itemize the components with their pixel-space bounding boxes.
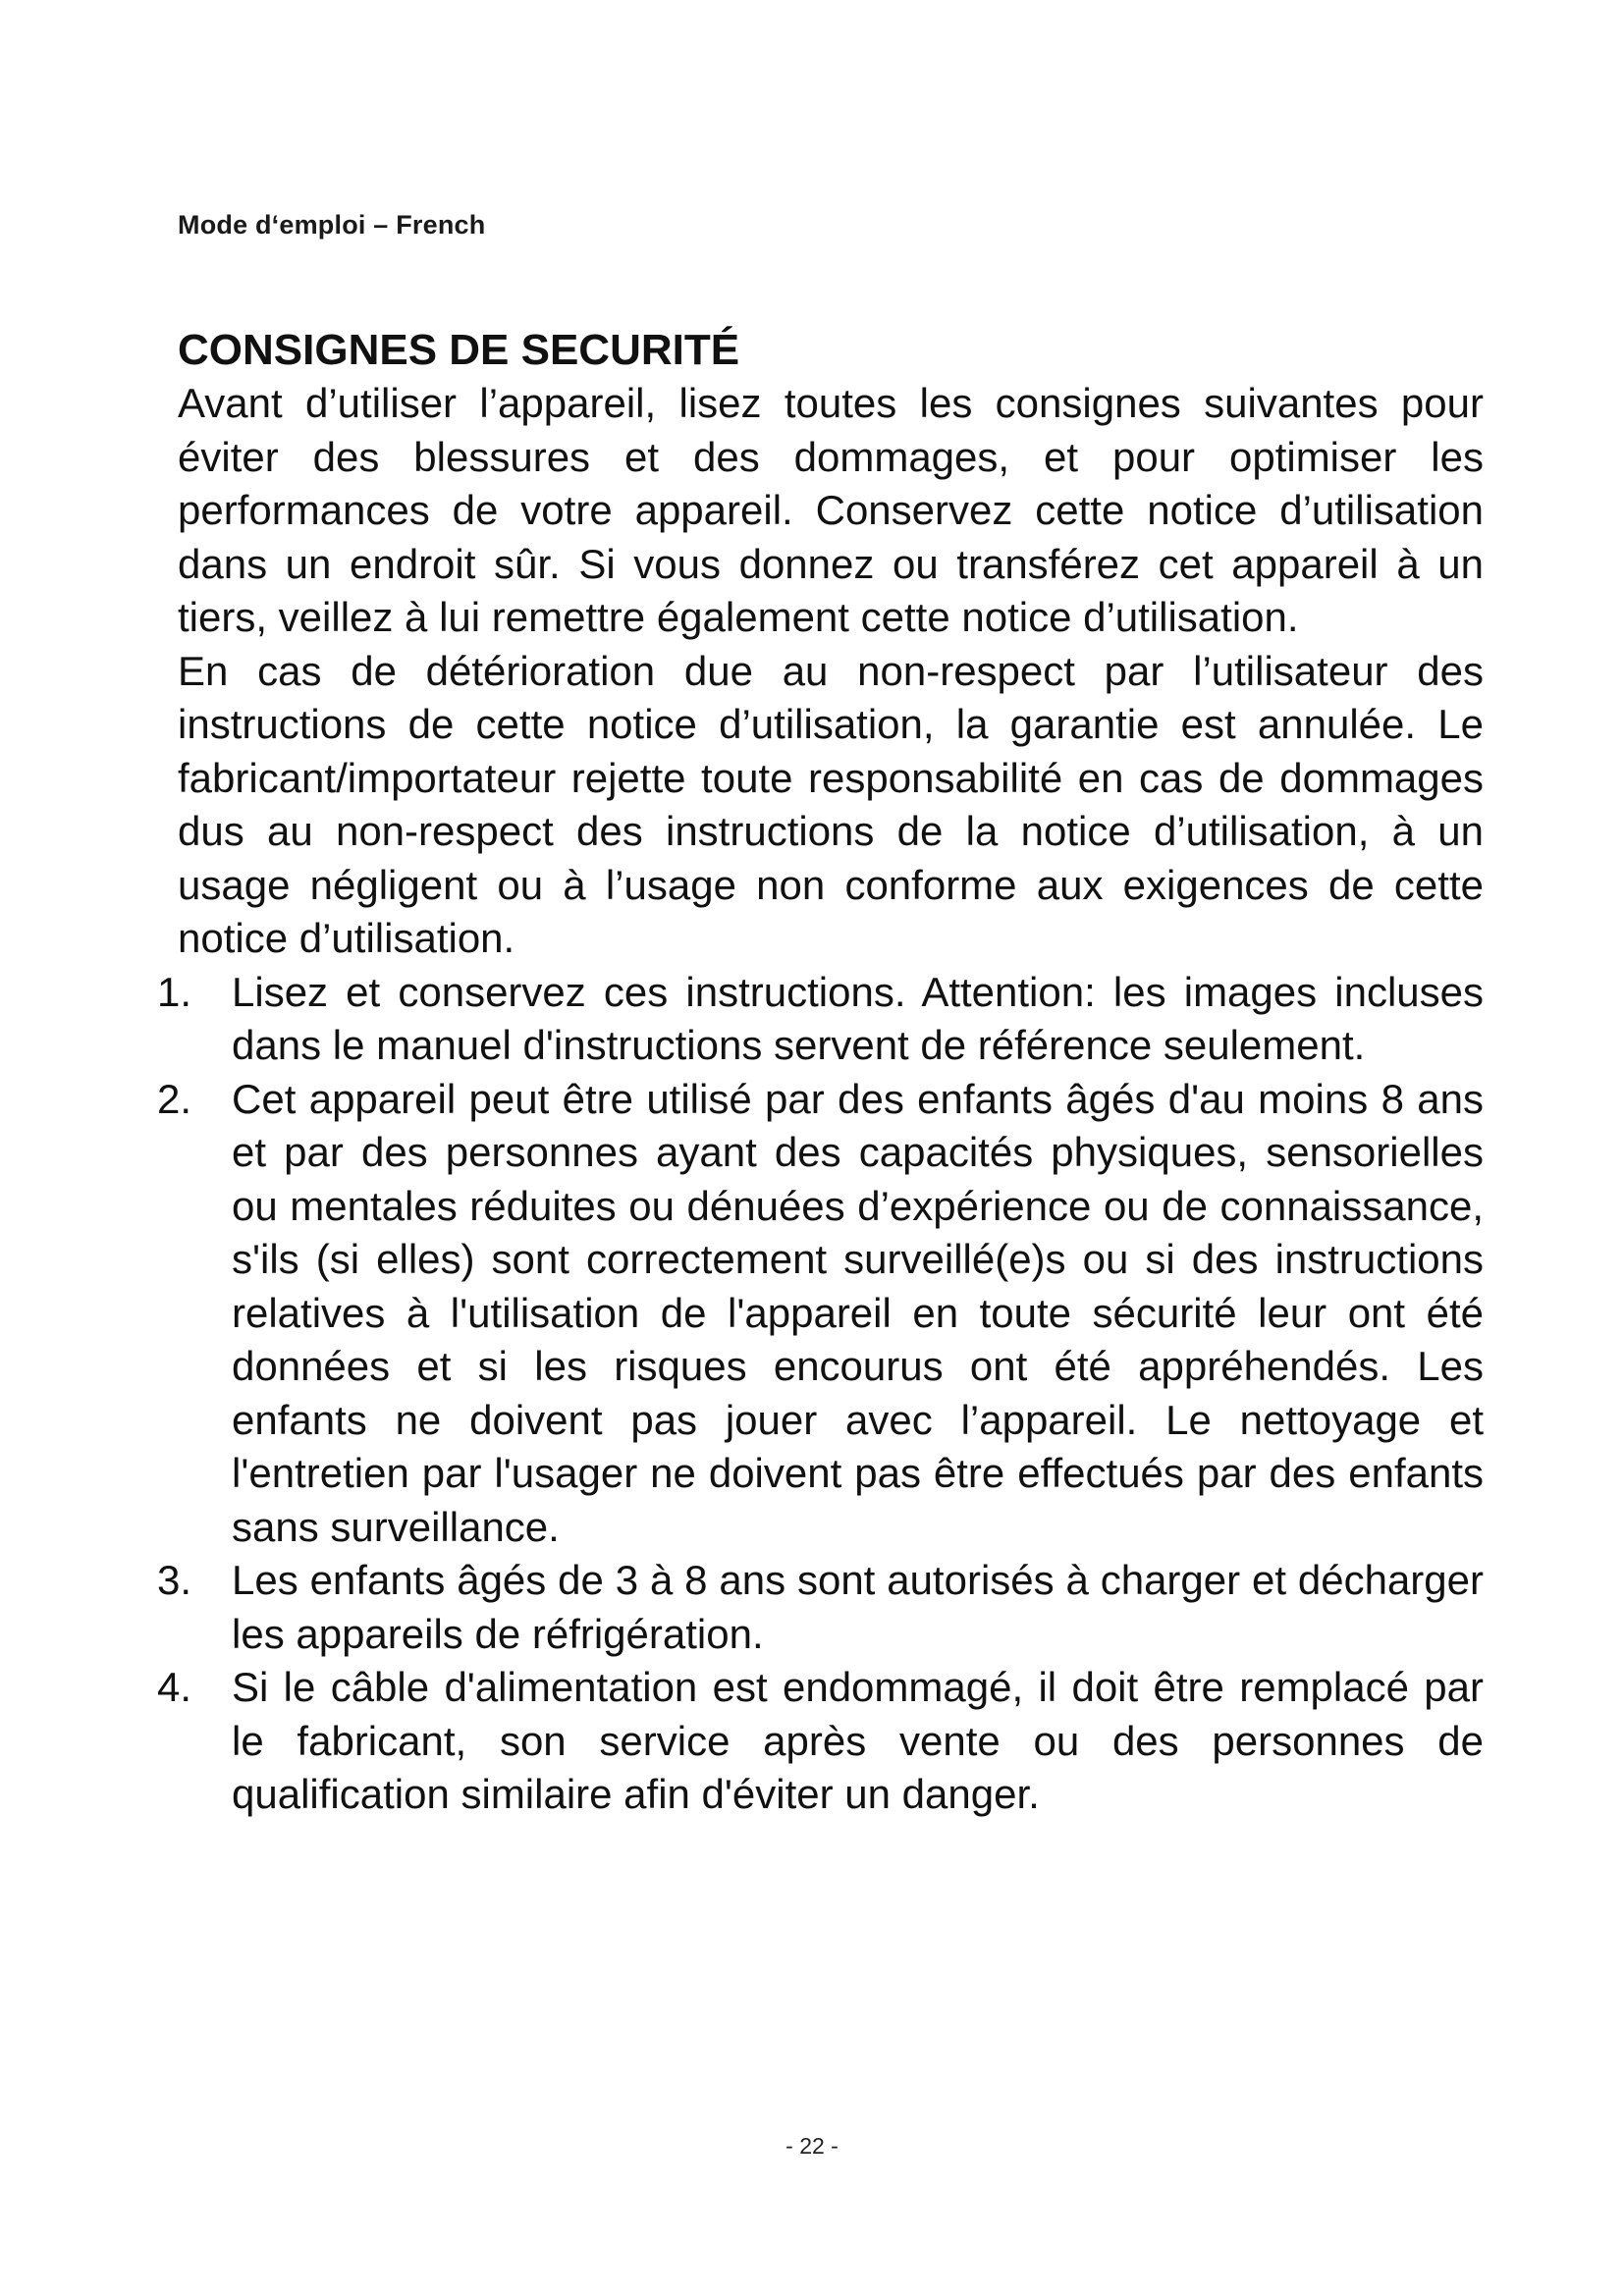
- list-item: [157, 966, 1484, 1073]
- list-item: [157, 1554, 1484, 1661]
- list-item-number: 3.: [157, 1557, 192, 1603]
- list-item-text: Si le câble d'alimentation est endommagé, il doit être remplacé par le fabricant, son service après vente ou des personnes de qualification similaire afin d'éviter un danger.: [232, 1664, 1484, 1817]
- list-item-number: 1.: [157, 968, 192, 1015]
- list-item-text: Cet appareil peut être utilisé par des enfants âgés d'au moins 8 ans et par des personnes ayant des capacités physiques, sensorielles ou mentales réduites ou dénuées d’expérience ou de connaissance, s'ils (si elles) sont correctement surveillé(e)s ou si des instructions relatives à l'utilisation de l'appareil en toute sécurité leur ont été données et si les risques encourus ont été appréhendés. Les enfants ne doivent pas jouer avec l’appareil. Le nettoyage et l'entretien par l'usager ne doivent pas être effectués par des enfants sans surveillance.: [232, 1075, 1484, 1550]
- document-header: Mode d‘emploi – French: [178, 210, 486, 240]
- list-item: [157, 1073, 1484, 1555]
- list-item-text: Les enfants âgés de 3 à 8 ans sont autorisés à charger et décharger les appareils de réfrigération.: [232, 1557, 1484, 1657]
- intro-paragraph: Avant d’utiliser l’appareil, lisez toutes les consignes suivantes pour éviter des blessures et des dommages, et pour optimiser les performances de votre appareil. Conservez cette notice d’utilisation dans un endroit sûr. Si vous donnez ou transférez cet appareil à un tiers, veillez à lui remettre également cette notice d’utilisation.: [178, 380, 1484, 640]
- list-item-text: Lisez et conservez ces instructions. Attention: les images incluses dans le manuel d'instructions servent de référence seulement.: [232, 968, 1484, 1068]
- list-item-number: 2.: [157, 1075, 192, 1122]
- list-item-number: 4.: [157, 1664, 192, 1710]
- instruction-list: [157, 966, 1484, 1822]
- section-title: CONSIGNES DE SECURITÉ: [178, 326, 740, 374]
- page-number: - 22 -: [785, 2133, 839, 2159]
- warranty-paragraph: En cas de détérioration due au non-respect par l’utilisateur des instructions de cette notice d’utilisation, la garantie est annulée. Le fabricant/importateur rejette toute responsabilité en cas de dommages dus au non-respect des instructions de la notice d’utilisation, à un usage négligent ou à l’usage non conforme aux exigences de cette notice d’utilisation.: [178, 647, 1484, 961]
- list-item: [157, 1661, 1484, 1822]
- safety-section: [157, 324, 1484, 1822]
